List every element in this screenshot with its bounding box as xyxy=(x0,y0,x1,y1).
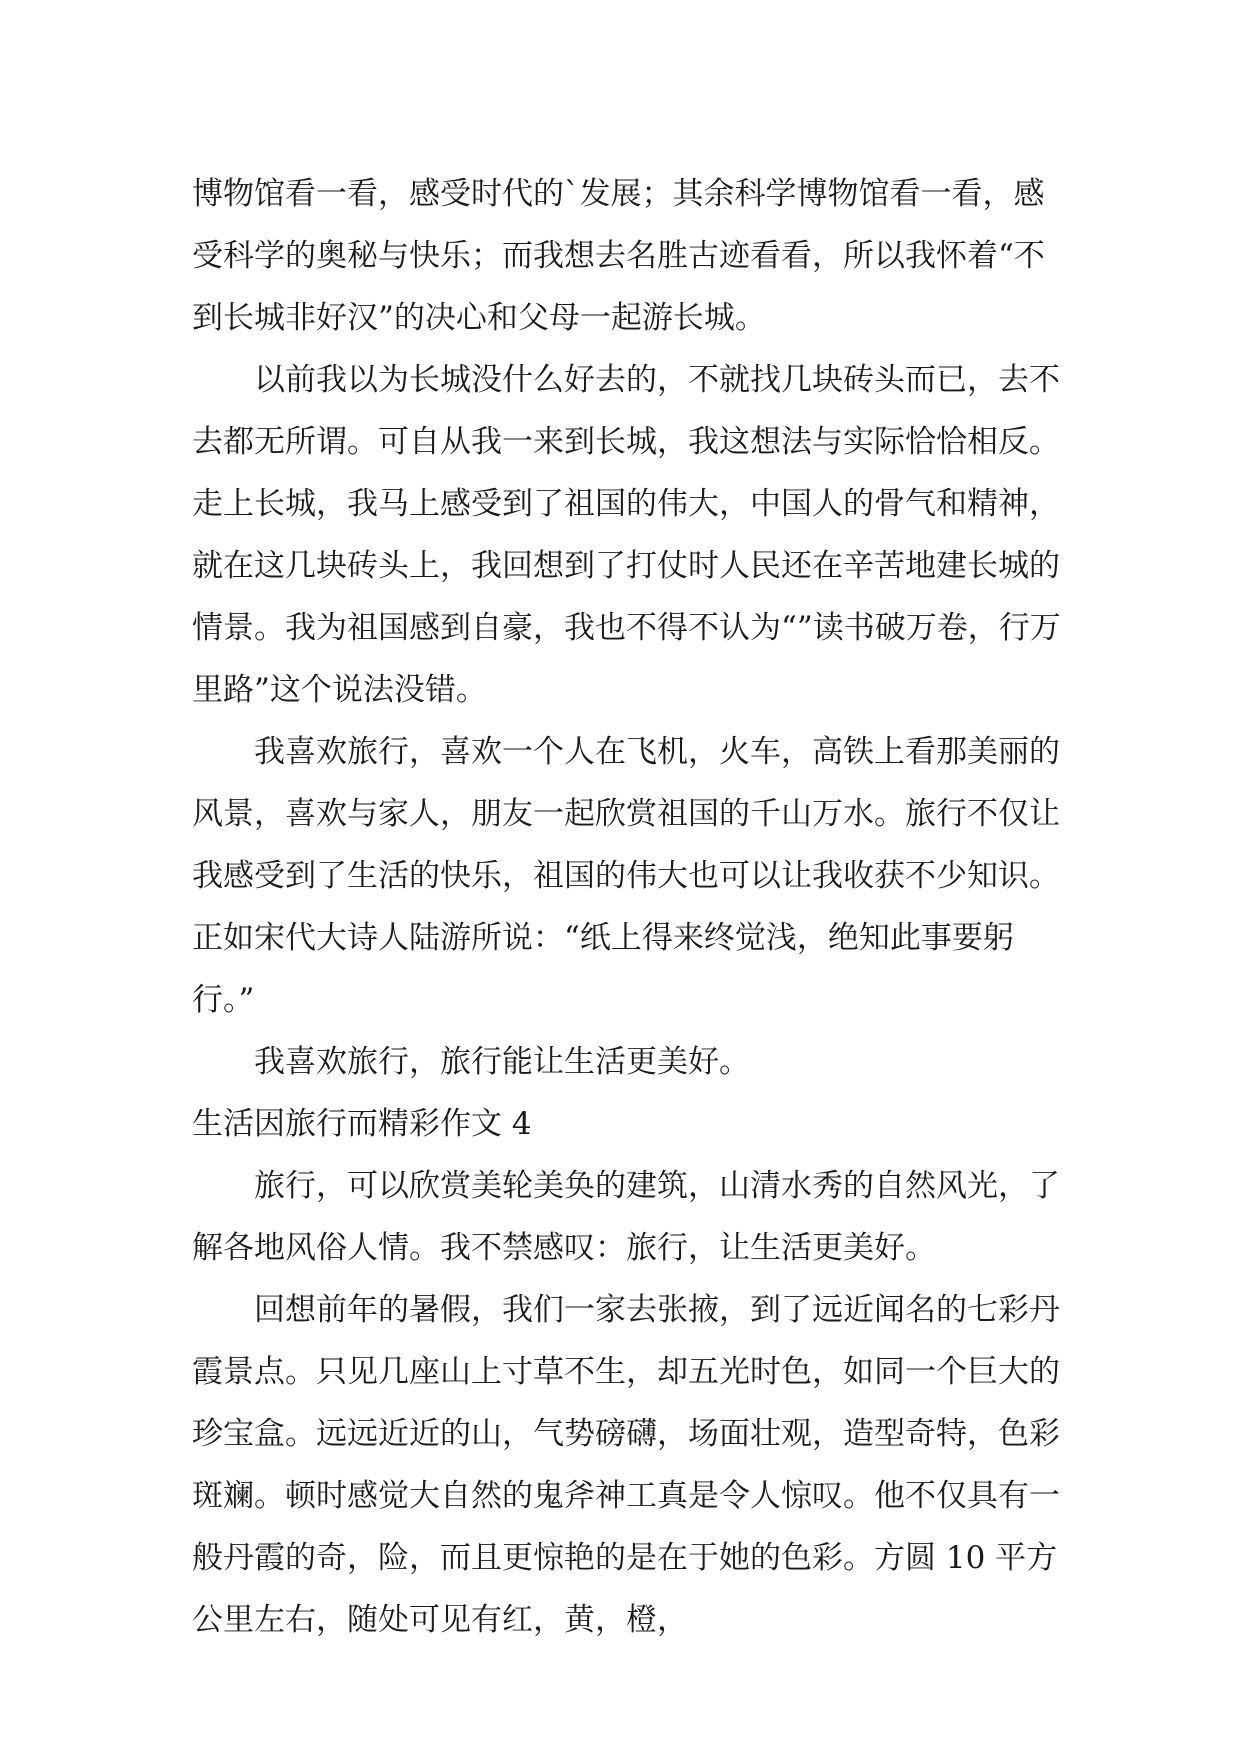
paragraph-danxia: 回想前年的暑假，我们一家去张掖，到了远近闻名的七彩丹霞景点。只见几座山上寸草不生，却五光时色，如同一个巨大的珍宝盒。远远近近的山，气势磅礴，场面壮观，造型奇特，色彩斑斓。顿时感觉大自然的鬼斧神工真是令人惊叹。他不仅具有一般丹霞的奇，险，而且更惊艳的是在于她的色彩。方圆 10 平方公里左右，随处可见有红，黄，橙， xyxy=(192,1292,1060,1638)
paragraph-continued: 博物馆看一看，感受时代的`发展；其余科学博物馆看一看，感受科学的奥秘与快乐；而我想去名胜古迹看看，所以我怀着“不到长城非好汉”的决心和父母一起游长城。 xyxy=(192,176,1045,336)
paragraph-love-travel: 我喜欢旅行，喜欢一个人在飞机，火车，高铁上看那美丽的风景，喜欢与家人，朋友一起欣赏祖国的千山万水。旅行不仅让我感受到了生活的快乐，祖国的伟大也可以让我收获不少知识。正如宋代大诗人陆游所说：“纸上得来终觉浅，绝知此事要躬行。” xyxy=(192,734,1060,1018)
paragraph-conclusion: 我喜欢旅行，旅行能让生活更美好。 xyxy=(254,1044,750,1080)
document-body xyxy=(192,163,1062,1651)
paragraph-great-wall: 以前我以为长城没什么好去的，不就找几块砖头而已，去不去都无所谓。可自从我一来到长城，我这想法与实际恰恰相反。走上长城，我马上感受到了祖国的伟大，中国人的骨气和精神，就在这几块砖头上，我回想到了打仗时人民还在辛苦地建长城的情景。我为祖国感到自豪，我也不得不认为“”读书破万卷，行万里路”这个说法没错。 xyxy=(192,362,1061,708)
paragraph-travel-intro: 旅行，可以欣赏美轮美奂的建筑，山清水秀的自然风光，了解各地风俗人情。我不禁感叹：旅行，让生活更美好。 xyxy=(192,1168,1060,1266)
essay-heading: 生活因旅行而精彩作文 4 xyxy=(192,1106,532,1142)
